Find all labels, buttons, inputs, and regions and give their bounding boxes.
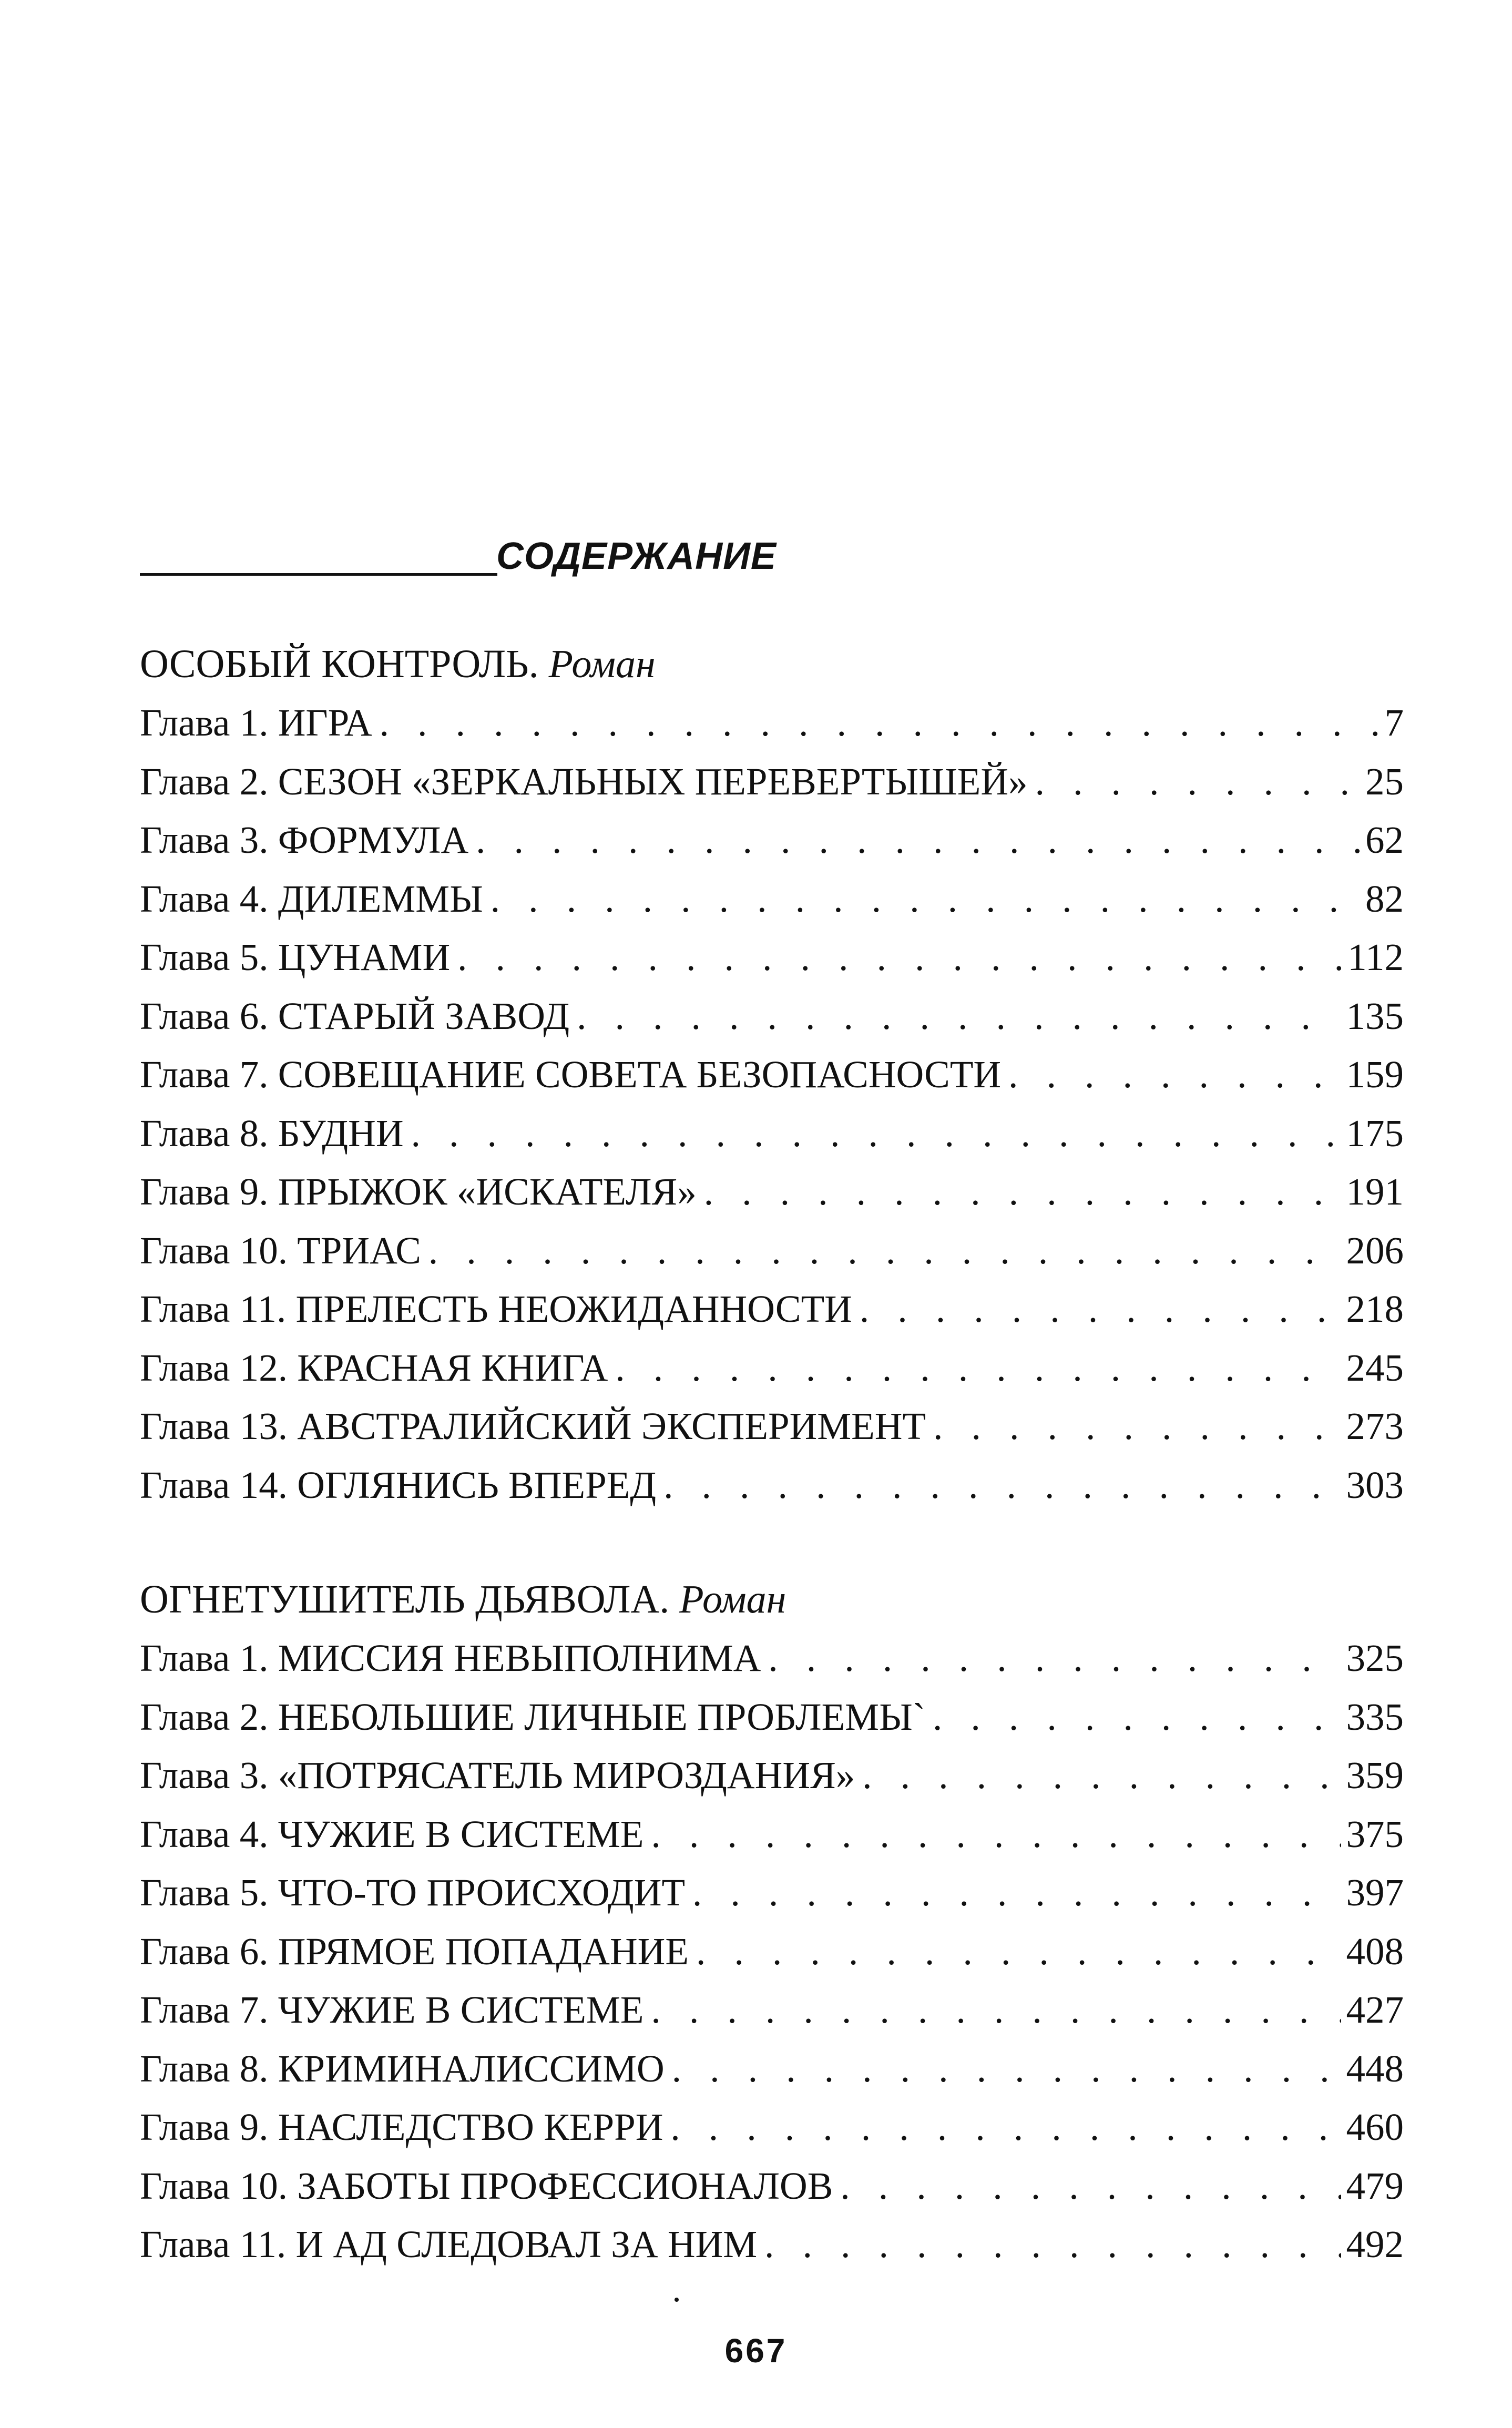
page-ref: 359 bbox=[1346, 1754, 1404, 1797]
dot-leader bbox=[651, 1981, 1341, 2039]
toc-entry bbox=[140, 752, 1404, 811]
chapter-label: Глава 7. ЧУЖИЕ В СИСТЕМЕ bbox=[140, 1988, 644, 2031]
page-ref: 7 bbox=[1384, 701, 1404, 744]
chapter-label: Глава 9. ПРЫЖОК «ИСКАТЕЛЯ» bbox=[140, 1170, 697, 1213]
chapter-label: Глава 1. МИССИЯ НЕВЫПОЛНИМА bbox=[140, 1637, 761, 1679]
page-ref: 335 bbox=[1346, 1695, 1404, 1738]
dot-leader bbox=[840, 2157, 1341, 2216]
part-name: ОСОБЫЙ КОНТРОЛЬ. bbox=[140, 642, 539, 686]
chapter-label: Глава 1. ИГРА bbox=[140, 701, 372, 744]
page-ref: 479 bbox=[1346, 2164, 1404, 2207]
toc-entry bbox=[140, 1922, 1404, 1981]
toc-entry bbox=[140, 1104, 1404, 1163]
dot-leader bbox=[491, 870, 1360, 929]
page-ref: 325 bbox=[1346, 1637, 1404, 1679]
dot-leader bbox=[476, 811, 1360, 870]
dot-leader bbox=[862, 1746, 1341, 1805]
toc-entry bbox=[140, 1045, 1404, 1104]
print-speck bbox=[675, 2298, 679, 2302]
dot-leader bbox=[577, 987, 1341, 1046]
chapter-label: Глава 11. И АД СЛЕДОВАЛ ЗА НИМ bbox=[140, 2223, 758, 2266]
chapter-label: Глава 5. ЦУНАМИ bbox=[140, 936, 451, 978]
dot-leader bbox=[933, 1397, 1341, 1456]
page-ref: 25 bbox=[1365, 760, 1404, 803]
toc-entry bbox=[140, 1863, 1404, 1922]
dot-leader bbox=[696, 1922, 1341, 1981]
part-title bbox=[140, 1570, 1404, 1629]
page-ref: 175 bbox=[1346, 1111, 1404, 1155]
page-ref: 408 bbox=[1346, 1930, 1404, 1973]
dot-leader bbox=[672, 2039, 1341, 2098]
toc-entry bbox=[140, 1162, 1404, 1221]
dot-leader bbox=[933, 1688, 1341, 1747]
page-ref: 112 bbox=[1347, 936, 1404, 978]
page-ref: 82 bbox=[1365, 877, 1404, 920]
chapter-label: Глава 6. ПРЯМОЕ ПОПАДАНИЕ bbox=[140, 1930, 689, 1973]
toc-entry bbox=[140, 1805, 1404, 1864]
toc-entry bbox=[140, 1397, 1404, 1456]
page-ref: 206 bbox=[1346, 1229, 1404, 1272]
contents-heading bbox=[140, 532, 823, 590]
part-genre: Роман bbox=[679, 1577, 786, 1621]
chapter-label: Глава 2. СЕЗОН «ЗЕРКАЛЬНЫХ ПЕРЕВЕРТЫШЕЙ» bbox=[140, 760, 1028, 803]
dot-leader bbox=[1035, 752, 1360, 811]
dot-leader bbox=[428, 1221, 1341, 1280]
toc-entry bbox=[140, 928, 1404, 987]
toc-entry bbox=[140, 1688, 1404, 1747]
dot-leader bbox=[768, 1629, 1341, 1688]
chapter-label: Глава 10. ТРИАС bbox=[140, 1229, 421, 1272]
page-ref: 375 bbox=[1346, 1812, 1404, 1855]
toc-entry bbox=[140, 870, 1404, 929]
toc-entry bbox=[140, 811, 1404, 870]
chapter-label: Глава 4. ДИЛЕММЫ bbox=[140, 877, 483, 920]
dot-leader bbox=[457, 928, 1342, 987]
dot-leader bbox=[380, 693, 1380, 752]
page-ref: 159 bbox=[1346, 1053, 1404, 1096]
toc-entry bbox=[140, 2215, 1404, 2274]
page-ref: 191 bbox=[1346, 1170, 1404, 1213]
dot-leader bbox=[764, 2215, 1341, 2274]
toc-entry bbox=[140, 1629, 1404, 1688]
toc-entry bbox=[140, 693, 1404, 752]
toc-entry bbox=[140, 987, 1404, 1046]
chapter-label: Глава 5. ЧТО-ТО ПРОИСХОДИТ bbox=[140, 1871, 686, 1914]
part-name: ОГНЕТУШИТЕЛЬ ДЬЯВОЛА. bbox=[140, 1577, 670, 1621]
page-ref: 448 bbox=[1346, 2047, 1404, 2090]
page-ref: 62 bbox=[1365, 819, 1404, 861]
toc-entry bbox=[140, 1339, 1404, 1397]
page-ref: 460 bbox=[1346, 2106, 1404, 2148]
page-ref: 273 bbox=[1346, 1405, 1404, 1447]
chapter-label: Глава 7. СОВЕЩАНИЕ СОВЕТА БЕЗОПАСНОСТИ bbox=[140, 1053, 1002, 1096]
toc-entry bbox=[140, 1280, 1404, 1339]
chapter-label: Глава 3. ФОРМУЛА bbox=[140, 819, 469, 861]
page-number: 667 bbox=[724, 2332, 788, 2370]
page-ref: 218 bbox=[1346, 1288, 1404, 1330]
dot-leader bbox=[692, 1863, 1341, 1922]
toc-entry bbox=[140, 2098, 1404, 2157]
chapter-label: Глава 11. ПРЕЛЕСТЬ НЕОЖИДАННОСТИ bbox=[140, 1288, 852, 1330]
toc-entry bbox=[140, 2157, 1404, 2216]
chapter-label: Глава 10. ЗАБОТЫ ПРОФЕССИОНАЛОВ bbox=[140, 2164, 833, 2207]
chapter-label: Глава 14. ОГЛЯНИСЬ ВПЕРЕД bbox=[140, 1463, 657, 1506]
part-genre: Роман bbox=[548, 642, 656, 686]
dot-leader bbox=[411, 1104, 1341, 1163]
page-ref: 135 bbox=[1346, 994, 1404, 1037]
toc-entry bbox=[140, 1981, 1404, 2039]
chapter-label: Глава 6. СТАРЫЙ ЗАВОД bbox=[140, 994, 570, 1037]
toc-section-2 bbox=[140, 1570, 1404, 2274]
part-title bbox=[140, 635, 1404, 693]
page-ref: 397 bbox=[1346, 1871, 1404, 1914]
chapter-label: Глава 4. ЧУЖИЕ В СИСТЕМЕ bbox=[140, 1812, 644, 1855]
chapter-label: Глава 9. НАСЛЕДСТВО КЕРРИ bbox=[140, 2106, 663, 2148]
dot-leader bbox=[704, 1162, 1341, 1221]
dot-leader bbox=[663, 1456, 1341, 1515]
chapter-label: Глава 2. НЕБОЛЬШИЕ ЛИЧНЫЕ ПРОБЛЕМЫ` bbox=[140, 1695, 926, 1738]
chapter-label: Глава 8. КРИМИНАЛИССИМО bbox=[140, 2047, 665, 2090]
dot-leader bbox=[670, 2098, 1341, 2157]
chapter-label: Глава 3. «ПОТРЯСАТЕЛЬ МИРОЗДАНИЯ» bbox=[140, 1754, 855, 1797]
page-ref: 427 bbox=[1346, 1988, 1404, 2031]
dot-leader bbox=[1008, 1045, 1341, 1104]
dot-leader bbox=[615, 1339, 1341, 1397]
chapter-label: Глава 12. КРАСНАЯ КНИГА bbox=[140, 1346, 608, 1389]
toc-entry bbox=[140, 1746, 1404, 1805]
page-ref: 303 bbox=[1346, 1463, 1404, 1506]
chapter-label: Глава 13. АВСТРАЛИЙСКИЙ ЭКСПЕРИМЕНТ bbox=[140, 1405, 926, 1447]
page-ref: 492 bbox=[1346, 2223, 1404, 2266]
toc-entry bbox=[140, 2039, 1404, 2098]
toc-section-1 bbox=[140, 635, 1404, 1514]
toc-entry bbox=[140, 1456, 1404, 1515]
dot-leader bbox=[860, 1280, 1341, 1339]
contents-title: СОДЕРЖАНИЕ bbox=[496, 535, 777, 577]
chapter-label: Глава 8. БУДНИ bbox=[140, 1111, 404, 1155]
dot-leader bbox=[651, 1805, 1341, 1864]
toc-entry bbox=[140, 1221, 1404, 1280]
page-ref: 245 bbox=[1346, 1346, 1404, 1389]
heading-rule bbox=[140, 573, 497, 576]
